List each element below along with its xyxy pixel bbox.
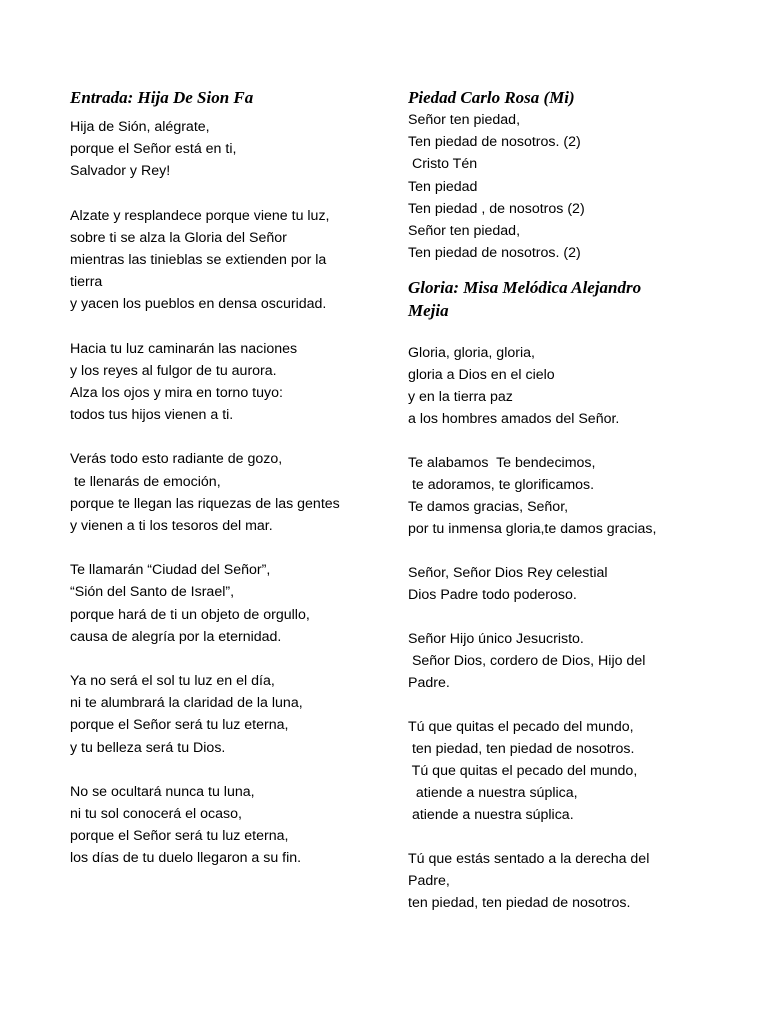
stanza [70, 670, 370, 759]
lyric-line: Te llamarán “Ciudad del Señor”, [70, 562, 271, 579]
lyric-line: Señor Hijo único Jesucristo. [408, 631, 584, 648]
lyric-line: y en la tierra paz [408, 389, 513, 406]
gloria-lyrics [408, 342, 708, 914]
lyric-line: todos tus hijos vienen a ti. [70, 407, 234, 424]
lyric-line: a los hombres amados del Señor. [408, 411, 620, 428]
lyric-line: Señor Dios, cordero de Dios, Hijo del [408, 653, 646, 670]
gloria-title [408, 276, 708, 322]
lyric-line: gloria a Dios en el cielo [408, 367, 555, 384]
lyric-line: Padre. [408, 675, 450, 692]
lyric-line: atiende a nuestra súplica, [408, 785, 578, 802]
lyric-line: sobre ti se alza la Gloria del Señor [70, 229, 287, 246]
lyric-line: Ten piedad de nosotros. (2) [408, 245, 581, 262]
lyric-line: ni te alumbrará la claridad de la luna, [70, 695, 303, 712]
lyric-line: Cristo Tén [408, 156, 478, 173]
lyric-line: Ten piedad , de nosotros (2) [408, 200, 585, 217]
lyric-line: por tu inmensa gloria,te damos gracias, [408, 521, 657, 538]
stanza [70, 116, 370, 183]
stanza [408, 716, 708, 826]
stanza [408, 342, 708, 430]
lyric-line: porque hará de ti un objeto de orgullo, [70, 606, 310, 623]
lyric-line: porque el Señor será tu luz eterna, [70, 828, 289, 845]
stanza [408, 848, 708, 914]
lyric-line: Te damos gracias, Señor, [408, 499, 569, 516]
lyric-line: porque te llegan las riquezas de las gentes [70, 495, 340, 512]
piedad-lyrics [408, 109, 708, 264]
lyric-line: Señor, Señor Dios Rey celestial [408, 565, 608, 582]
lyric-line: ni tu sol conocerá el ocaso, [70, 806, 242, 823]
lyric-line: porque el Señor está en ti, [70, 141, 237, 158]
lyric-line: No se ocultará nunca tu luna, [70, 783, 255, 800]
lyric-line: te adoramos, te glorificamos. [408, 477, 595, 494]
stanza [70, 205, 370, 316]
lyric-line: atiende a nuestra súplica. [408, 807, 574, 824]
lyric-line: Ya no será el sol tu luz en el día, [70, 673, 275, 690]
lyric-line: ten piedad, ten piedad de nosotros. [408, 741, 635, 758]
lyric-line: tierra [70, 274, 103, 291]
lyric-line: Hija de Sión, alégrate, [70, 119, 210, 135]
lyric-line: Alza los ojos y mira en torno tuyo: [70, 385, 283, 402]
lyric-line: Padre, [408, 873, 450, 890]
lyric-line: Señor ten piedad, [408, 223, 521, 240]
stanza [408, 562, 708, 606]
lyric-line: y tu belleza será tu Dios. [70, 739, 226, 756]
lyric-line: Alzate y resplandece porque viene tu luz, [70, 207, 330, 224]
lyric-line: “Sión del Santo de Israel”, [70, 584, 235, 601]
lyric-line: Tú que quitas el pecado del mundo, [408, 763, 638, 780]
right-column [408, 86, 708, 914]
lyric-line: Señor ten piedad, [408, 112, 521, 128]
stanza [70, 559, 370, 648]
left-column [70, 86, 370, 870]
stanza [70, 448, 370, 537]
lyric-line: mientras las tinieblas se extienden por la [70, 252, 327, 269]
stanza [408, 452, 708, 540]
lyric-line: ten piedad, ten piedad de nosotros. [408, 895, 631, 912]
lyric-line: Tú que quitas el pecado del mundo, [408, 719, 634, 736]
gloria-title-line: Gloria: Misa Melódica Alejandro [408, 278, 642, 298]
entrada-lyrics [70, 116, 370, 870]
stanza [70, 781, 370, 870]
lyric-line: Ten piedad de nosotros. (2) [408, 134, 581, 151]
lyric-line: Dios Padre todo poderoso. [408, 587, 577, 604]
entrada-title: Entrada: Hija De Sion Fa [70, 88, 254, 107]
stanza [408, 628, 708, 694]
piedad-title: Piedad Carlo Rosa (Mi) [408, 88, 575, 107]
gloria-title-line: Mejia [408, 301, 449, 321]
lyric-line: te llenarás de emoción, [70, 473, 221, 490]
lyric-line: y los reyes al fulgor de tu aurora. [70, 362, 277, 379]
lyric-line: Gloria, gloria, gloria, [408, 345, 535, 362]
lyric-line: Te alabamos Te bendecimos, [408, 455, 596, 472]
lyric-line: Ten piedad [408, 178, 478, 195]
lyric-line: porque el Señor será tu luz eterna, [70, 717, 289, 734]
lyric-line: Verás todo esto radiante de gozo, [70, 451, 283, 468]
lyric-line: Salvador y Rey! [70, 163, 171, 180]
lyric-line: causa de alegría por la eternidad. [70, 628, 282, 645]
lyric-line: los días de tu duelo llegaron a su fin. [70, 850, 302, 867]
lyric-line: y yacen los pueblos en densa oscuridad. [70, 296, 327, 313]
lyric-line: y vienen a ti los tesoros del mar. [70, 518, 273, 535]
lyric-line: Tú que estás sentado a la derecha del [408, 851, 650, 868]
stanza [70, 338, 370, 427]
lyric-line: Hacia tu luz caminarán las naciones [70, 340, 298, 357]
